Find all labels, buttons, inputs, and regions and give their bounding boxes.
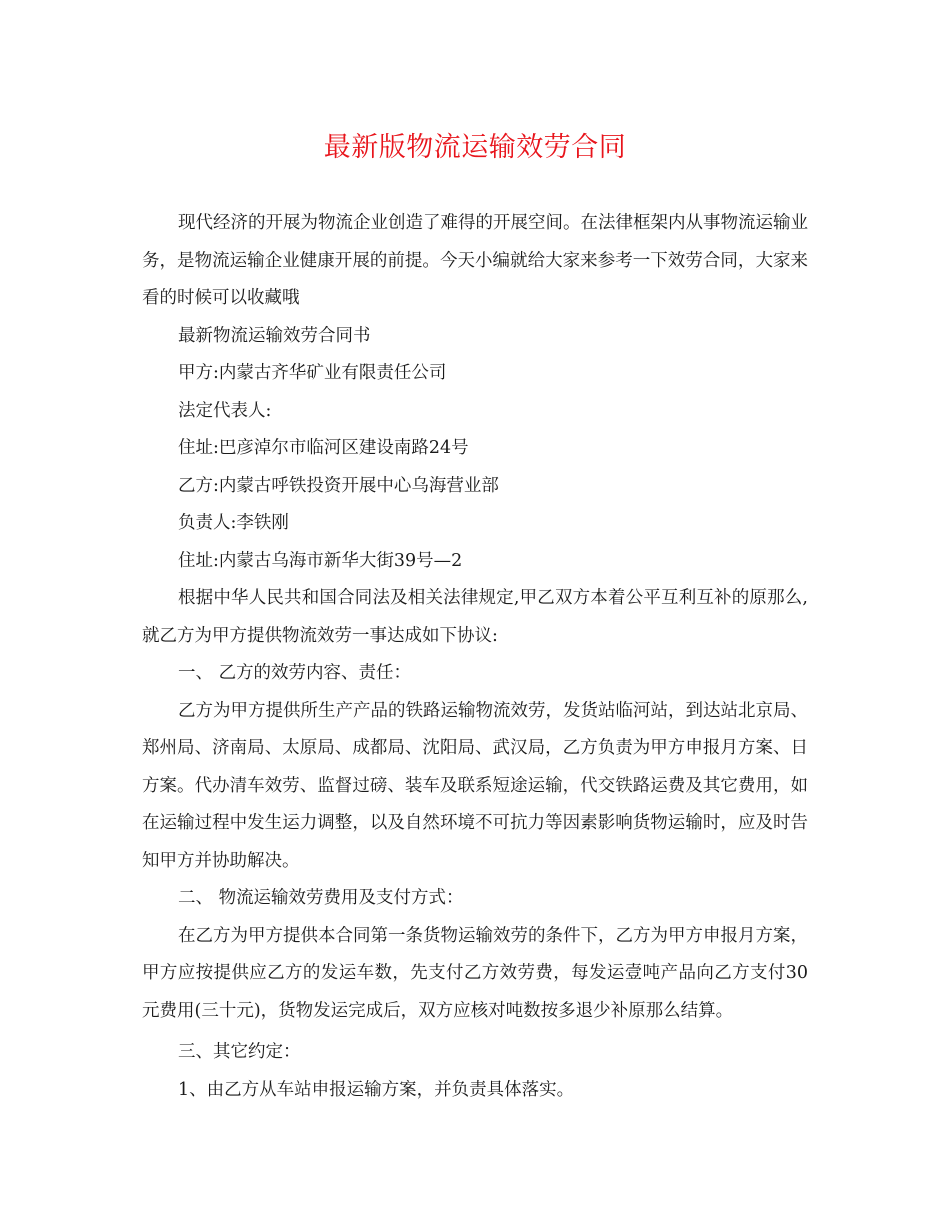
legal-representative: 法定代表人:	[178, 400, 272, 421]
section3-item-1: 1、由乙方从车站申报运输方案，并负责具体落实。	[178, 1079, 575, 1100]
address-b: 住址:内蒙古乌海市新华大街39号—2	[178, 550, 463, 571]
preamble-paragraph: 根据中华人民共和国合同法及相关法律规定,甲乙双方本着公平互利互补的原那么,就乙方为甲方提供物流效劳一事达成如下协议:	[142, 588, 808, 646]
party-b: 乙方:内蒙古呼铁投资开展中心乌海营业部	[178, 475, 499, 496]
party-a: 甲方:内蒙古齐华矿业有限责任公司	[178, 363, 447, 383]
section3-heading: 三、其它约定：	[178, 1042, 301, 1062]
intro-paragraph: 现代经济的开展为物流企业创造了难得的开展空间。在法律框架内从事物流运输业务，是物流运输企业健康开展的前提。今天小编就给大家来参考一下效劳合同，大家来看的时候可以收藏哦	[142, 213, 808, 308]
document-body	[142, 205, 808, 1109]
section1-heading: 一、 乙方的效劳内容、责任：	[178, 663, 412, 683]
address-a: 住址:巴彦淖尔市临河区建设南路24号	[178, 438, 469, 458]
section2-body: 在乙方为甲方提供本合同第一条货物运输效劳的条件下，乙方为甲方申报月方案，甲方应按提供应乙方的发运车数，先支付乙方效劳费，每发运壹吨产品向乙方支付30元费用(三十元)，货物发运完成后，双方应核对吨数按多退少补原那么结算。	[142, 925, 808, 1021]
section2-heading: 二、 物流运输效劳费用及支付方式：	[178, 888, 464, 908]
document-title: 最新版物流运输效劳合同	[323, 132, 627, 163]
section1-body: 乙方为甲方提供所生产产品的铁路运输物流效劳，发货站临河站，到达站北京局、郑州局、济南局、太原局、成都局、沈阳局、武汉局，乙方负责为甲方申报月方案、日方案。代办清车效劳、监督过磅、装车及联系短途运输，代交铁路运费及其它费用，如在运输过程中发生运力调整，以及自然环境不可抗力等因素影响货物运输时，应及时告知甲方并协助解决。	[142, 700, 808, 871]
contract-heading: 最新物流运输效劳合同书	[178, 325, 371, 346]
person-in-charge: 负责人:李铁刚	[178, 513, 289, 533]
